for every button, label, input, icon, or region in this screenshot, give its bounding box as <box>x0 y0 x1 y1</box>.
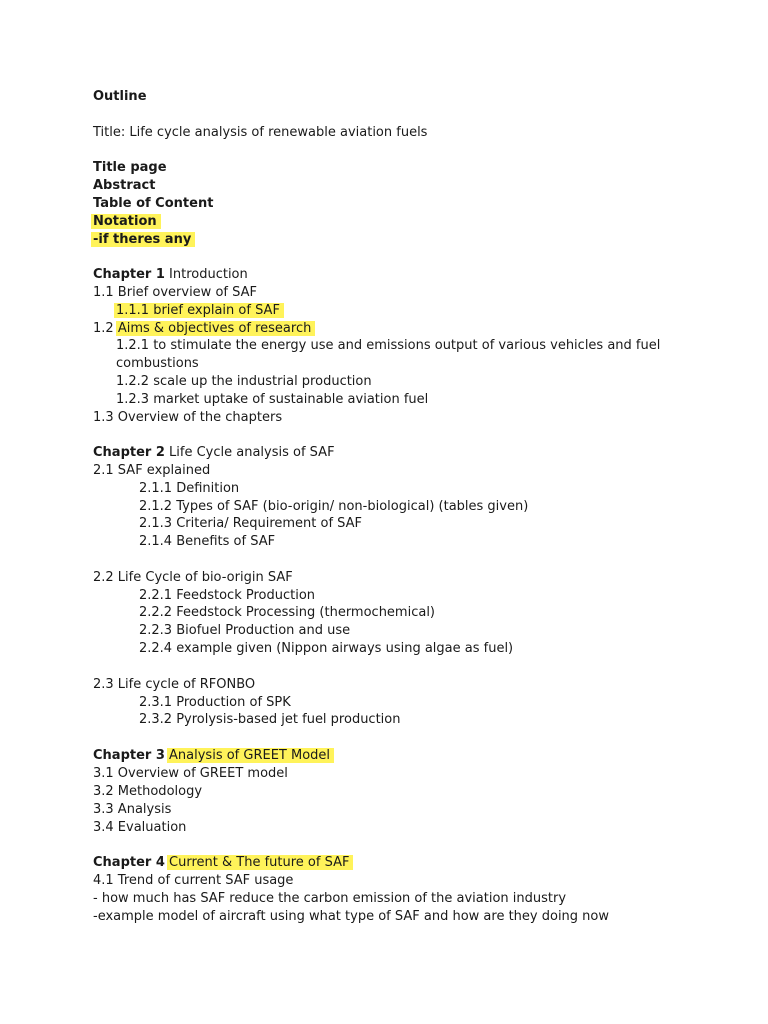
chapter-1-title: Introduction <box>169 267 248 282</box>
section-1-2-1-line-2: combustions <box>116 356 199 371</box>
section-1-2-3: 1.2.3 market uptake of sustainable aviation fuel <box>116 392 429 407</box>
section-3-2: 3.2 Methodology <box>93 784 203 799</box>
section-1-2-title-highlight: Aims & objectives of research <box>116 321 316 336</box>
section-4-1: 4.1 Trend of current SAF usage <box>93 873 294 888</box>
chapter-4-heading <box>93 854 353 871</box>
chapter-4-label: Chapter 4 <box>93 855 165 870</box>
section-4-1-note-1: - how much has SAF reduce the carbon emission of the aviation industry <box>93 891 567 906</box>
section-2-2-2: 2.2.2 Feedstock Processing (thermochemical) <box>139 605 436 620</box>
notation-note <box>93 231 195 248</box>
section-2-3: 2.3 Life cycle of RFONBO <box>93 677 256 692</box>
notation-note-highlight: -if theres any <box>91 232 195 247</box>
section-1-2-2: 1.2.2 scale up the industrial production <box>116 374 372 389</box>
section-2-3-2: 2.3.2 Pyrolysis-based jet fuel production <box>139 712 401 727</box>
section-2-1-3: 2.1.3 Criteria/ Requirement of SAF <box>139 516 363 531</box>
title-page-item: Title page <box>93 160 167 175</box>
section-1-1: 1.1 Brief overview of SAF <box>93 285 257 300</box>
section-1-2-number: 1.2 <box>93 321 114 336</box>
chapter-2-label: Chapter 2 <box>93 445 165 460</box>
section-3-4: 3.4 Evaluation <box>93 820 187 835</box>
section-3-1: 3.1 Overview of GREET model <box>93 766 288 781</box>
section-4-1-note-2: -example model of aircraft using what type of SAF and how are they doing now <box>93 909 610 924</box>
section-2-2-3: 2.2.3 Biofuel Production and use <box>139 623 351 638</box>
chapter-2-heading <box>93 444 335 461</box>
section-2-1: 2.1 SAF explained <box>93 463 211 478</box>
section-1-2 <box>93 320 315 337</box>
chapter-1-label: Chapter 1 <box>93 267 165 282</box>
section-2-2-4: 2.2.4 example given (Nippon airways using algae as fuel) <box>139 641 514 656</box>
chapter-2-title: Life Cycle analysis of SAF <box>169 445 335 460</box>
toc-item: Table of Content <box>93 196 214 211</box>
section-2-1-2: 2.1.2 Types of SAF (bio-origin/ non-biological) (tables given) <box>139 499 529 514</box>
section-2-3-1: 2.3.1 Production of SPK <box>139 695 291 710</box>
section-2-2-1: 2.2.1 Feedstock Production <box>139 588 316 603</box>
section-3-3: 3.3 Analysis <box>93 802 172 817</box>
chapter-1-heading <box>93 266 248 283</box>
section-2-1-4: 2.1.4 Benefits of SAF <box>139 534 276 549</box>
section-1-1-1 <box>116 302 284 319</box>
chapter-3-label: Chapter 3 <box>93 748 165 763</box>
section-1-3: 1.3 Overview of the chapters <box>93 410 283 425</box>
chapter-4-title-highlight: Current & The future of SAF <box>167 855 353 870</box>
chapter-3-heading <box>93 747 334 764</box>
section-1-1-1-highlight: 1.1.1 brief explain of SAF <box>114 303 284 318</box>
abstract-item: Abstract <box>93 178 156 193</box>
outline-heading: Outline <box>93 89 147 104</box>
notation-item <box>93 213 161 230</box>
notation-highlight: Notation <box>91 214 161 229</box>
document-title-line: Title: Life cycle analysis of renewable aviation fuels <box>93 125 428 140</box>
section-2-1-1: 2.1.1 Definition <box>139 481 240 496</box>
section-1-2-1-line-1: 1.2.1 to stimulate the energy use and emissions output of various vehicles and fuel <box>116 338 661 353</box>
chapter-3-title-highlight: Analysis of GREET Model <box>167 748 334 763</box>
section-2-2: 2.2 Life Cycle of bio-origin SAF <box>93 570 293 585</box>
